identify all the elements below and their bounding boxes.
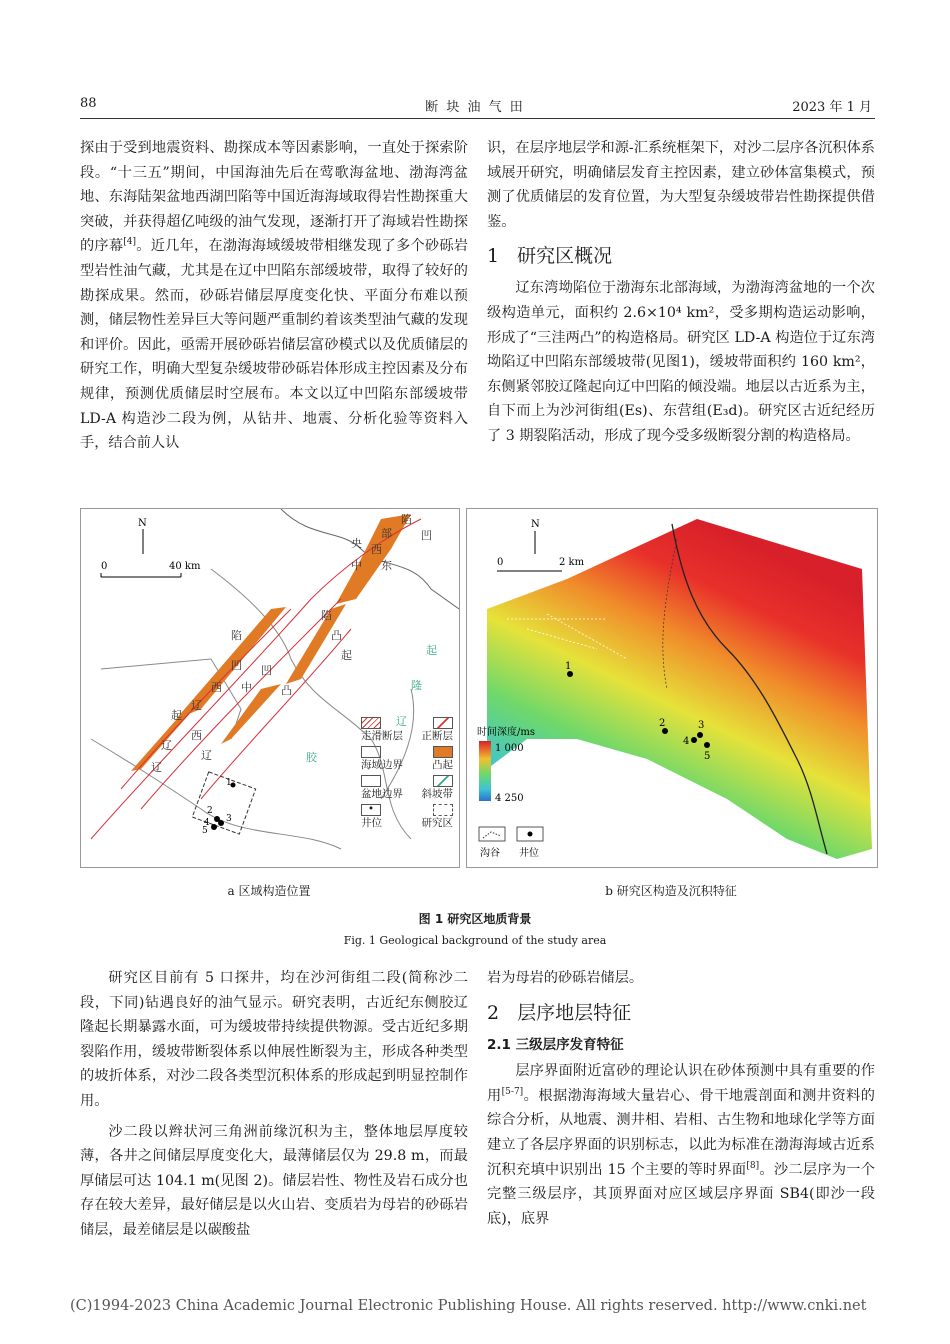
caption-a: a 区域构造位置 <box>227 884 311 898</box>
legend-study-area: 研究区 <box>421 817 453 829</box>
paragraph: 研究区目前有 5 口探井，均在沙河街组二段(简称沙二段，下同)钻遇良好的油气显示。研究表明，古近纪东侧胶辽隆起长期暴露水面，可为缓坡带持续提供物源。受古近纪多期裂陷作用，缓坡带断裂体系以伸展性断裂为主，形成各种类型的坡折体系，对沙二段各类型沉积体系的形成起到明显控制作用。 <box>80 970 468 1109</box>
legend-normal-fault: 正断层 <box>421 730 453 742</box>
depth-map <box>467 509 877 867</box>
scale-zero-b: 0 <box>497 557 504 568</box>
well-label: 4 <box>683 736 690 747</box>
map-label: 凸 <box>281 684 292 697</box>
well-label: 1 <box>226 778 232 788</box>
north-arrow-b: N <box>531 519 540 530</box>
colorbar-title: 时间深度/ms <box>477 727 535 738</box>
citation: [4] <box>123 237 137 248</box>
well-label: 1 <box>565 661 572 672</box>
map-label: 西 <box>371 543 382 556</box>
map-label: 辽 <box>201 749 212 762</box>
paragraph: 层序界面附近富砂的理论认识在砂体预测中具有重要的作用 <box>487 1063 875 1104</box>
map-label: 起 <box>171 709 182 722</box>
well-label: 2 <box>207 806 213 816</box>
map-legend: 走滑断层 正断层 海域边界 凸起 盆地边界 斜坡带 • 井位 研究区 <box>361 717 453 830</box>
left-column-top <box>80 136 468 456</box>
scale-zero: 0 <box>101 561 108 572</box>
map-label: 凹 <box>421 529 432 542</box>
journal-name: 断 块 油 气 田 <box>425 100 525 115</box>
legend-sea-boundary: 海域边界 <box>361 759 403 771</box>
legend-well-b: 井位 <box>519 848 539 859</box>
map-label: 凹 <box>261 664 272 677</box>
subsection-heading-2-1: 2.1 三级层序发育特征 <box>487 1036 624 1053</box>
paragraph: 沙二段以辫状河三角洲前缘沉积为主，整体地层厚度较薄，各井之间储层厚度变化大，最薄储层仅为 29.8 m，而最厚储层可达 104.1 m(见图 2)。储层岩性、物性及岩石成分也存在较大差异，最好储层是以火山岩、变质岩为母岩的砂砾岩储层，最差储层是以碳酸盐 <box>80 1123 468 1238</box>
map-label: 东 <box>381 559 392 572</box>
paragraph: 岩为母岩的砂砾岩储层。 <box>487 970 644 986</box>
figure-title-cn: 图 1 研究区地质背景 <box>418 912 532 926</box>
right-column-top <box>487 136 875 449</box>
well-label: 4 <box>204 818 210 828</box>
well-label: 3 <box>226 814 232 824</box>
map-label: 凸 <box>331 629 342 642</box>
section-heading-2: 2 层序地层特征 <box>487 1001 632 1024</box>
citation: [5-7] <box>501 1086 524 1097</box>
map-label: 陷 <box>231 629 242 642</box>
left-column-bottom <box>80 966 468 1243</box>
colorbar-bottom: 4 250 <box>495 793 524 804</box>
map-label: 起 <box>426 644 437 657</box>
caption-b: b 研究区构造及沉积特征 <box>605 884 737 898</box>
map-label: 部 <box>381 527 392 540</box>
map-label: 西 <box>191 729 202 742</box>
legend-uplift: 凸起 <box>432 759 453 771</box>
legend-gully: 沟谷 <box>480 848 500 859</box>
right-column-bottom <box>487 966 875 1231</box>
page-number: 88 <box>80 96 97 111</box>
colorbar-top: 1 000 <box>495 743 524 754</box>
section-heading-1: 1 研究区概况 <box>487 245 613 268</box>
map-label: 凹 <box>231 659 242 672</box>
paragraph-cont: 。根据渤海海域大量岩心、骨干地震剖面和测井资料的综合分析，从地震、测井相、岩相、古生物和地球化学等方面建立了各层序界面的识别标志，以此为标准在渤海海域古近系沉积充填中识别出 15 个主要的等时界面 <box>487 1087 875 1178</box>
map-label: 辽 <box>191 699 202 712</box>
well-label: 3 <box>698 720 705 731</box>
legend-strike-slip: 走滑断层 <box>361 730 403 742</box>
well-label: 2 <box>659 718 666 729</box>
map-label: 央 <box>351 537 362 550</box>
paragraph-cont: 。沙二层序为一个完整三级层序，其顶界面对应区域层序界面 SB4(即沙一段底)，底界 <box>487 1161 875 1227</box>
well-label: 5 <box>704 751 711 762</box>
map-label: 西 <box>211 681 222 694</box>
map-label: 陷 <box>401 513 412 526</box>
map-label: 辽 <box>161 739 172 752</box>
well-label: 5 <box>202 826 208 836</box>
legend-well: 井位 <box>361 817 382 829</box>
issue-date: 2023 年 1 月 <box>792 100 872 115</box>
copyright-footer: (C)1994-2023 China Academic Journal Electronic Publishing House. All rights reserved. http://www.cnki.net <box>70 1298 867 1314</box>
scale-2km: 2 km <box>559 557 585 568</box>
figure-title-en: Fig. 1 Geological background of the study area <box>343 934 607 947</box>
legend-slope-belt: 斜坡带 <box>421 788 453 800</box>
legend-basin-boundary: 盆地边界 <box>361 788 403 800</box>
figure-1a-map <box>80 508 460 868</box>
paragraph: 识，在层序地层学和源-汇系统框架下，对沙二层序各沉积体系域展开研究，明确储层发育主控因素，建立砂体富集模式，预测了优质储层的发育位置，为大型复杂缓坡带岩性勘探提供借鉴。 <box>487 140 875 230</box>
map-label: 中 <box>351 559 362 572</box>
header-rule <box>80 118 875 119</box>
map-label: 起 <box>341 649 352 662</box>
map-label: 中 <box>241 681 252 694</box>
map-label: 隆 <box>411 679 422 692</box>
paragraph: 辽东湾坳陷位于渤海东北部海域，为渤海湾盆地的一个次级构造单元，面积约 2.6×10⁴ km²，受多期构造运动影响，形成了“三洼两凸”的构造格局。研究区 LD-A 构造位于辽东湾坳陷辽中凹陷东部缓坡带(见图1)，缓坡带面积约 160 km²，东侧紧邻胶辽隆起向辽中凹陷的倾没端。地层以古近系为主，自下而上为沙河街组(Es)、东营组(E₃d)。研究区古近纪经历了 3 期裂陷活动，形成了现今受多级断裂分割的构造格局。 <box>487 280 875 444</box>
map-label: 辽 <box>151 761 162 774</box>
map-label: 胶 <box>306 751 317 764</box>
scale-40km: 40 km <box>169 561 201 572</box>
paragraph-cont: 。近几年，在渤海海域缓坡带相继发现了多个砂砾岩型岩性油气藏，尤其是在辽中凹陷东部缓坡带，取得了较好的勘探成果。然而，砂砾岩储层厚度变化快、平面分布难以预测，储层物性差异巨大等问题严重制约着该类型油气藏的发现和评价。因此，亟需开展砂砾岩储层富砂模式以及优质储层的研究工作，明确大型复杂缓坡带砂砾岩体形成主控因素及分布规律，预测优质储层时空展布。本文以辽中凹陷东部缓坡带 LD-A 构造沙二段为例，从钻井、地震、分析化验等资料入手，结合前人认 <box>80 238 468 452</box>
figure-1b-map <box>466 508 878 868</box>
paragraph: 探由于受到地震资料、勘探成本等因素影响，一直处于探索阶段。“十三五”期间，中国海油先后在莺歌海盆地、渤海湾盆地、东海陆架盆地西湖凹陷等中国近海海域取得岩性勘探重大突破，并获得超亿吨级的油气发现，逐渐打开了海域岩性勘探的序幕 <box>80 140 468 255</box>
map-label: 辽 <box>396 715 407 728</box>
map-label: 陷 <box>321 609 332 622</box>
north-arrow: N <box>138 518 147 529</box>
citation: [8] <box>746 1160 760 1171</box>
